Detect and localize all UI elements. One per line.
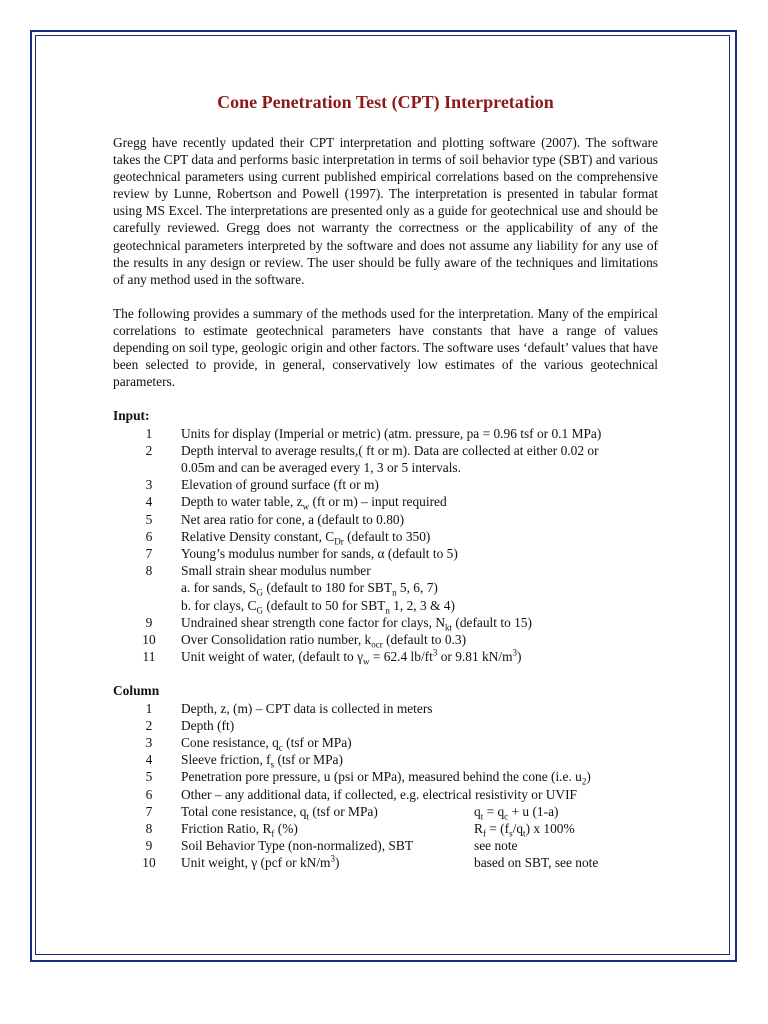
item-text: Depth interval to average results,( ft or m). Data are collected at either 0.02 or [181,442,599,458]
item-number: 2 [145,717,153,733]
column-item [113,700,658,717]
item-number: 7 [145,545,153,561]
input-item [113,579,658,599]
item-number: 3 [145,477,153,493]
item-number: 9 [145,614,153,630]
input-item [113,459,658,476]
input-item [113,614,658,631]
item-number: 4 [145,752,153,768]
column-formula: $R_f = (f_s/q_t)$ x 100% [474,820,575,839]
column-description: Depth (ft) [181,717,235,733]
column-item [113,854,658,871]
item-number: 10 [142,631,156,647]
column-description: Total cone resistance, $q_t$ (tsf or MPa) [181,803,378,822]
column-item [113,734,658,751]
column-heading: Column [113,683,160,699]
item-number: 9 [145,838,153,854]
item-text: Elevation of ground surface (ft or m) [181,477,379,493]
item-text: 0.05m and can be averaged every 1, 3 or 5 intervals. [181,459,461,475]
column-item [113,803,658,820]
column-item [113,786,658,803]
input-item [113,511,658,528]
column-description: Unit weight, γ (pcf or $kN/m^3$) [181,853,340,871]
item-text: Young’s modulus number for sands, α (default to 5) [181,545,458,561]
column-description: Depth, z, (m) – CPT data is collected in meters [181,700,433,716]
item-number: 1 [145,700,153,716]
item-number: 1 [145,425,153,441]
column-formula: see note [474,838,518,854]
item-text: Over Consolidation ratio number, $k_{ocr}$ (default to 0.3) [181,631,467,650]
column-description: Other – any additional data, if collected, e.g. electrical resistivity or UVIF [181,786,578,802]
item-number: 4 [145,494,153,510]
column-item [113,820,658,837]
document-title: Cone Penetration Test (CPT) Interpretation [217,92,554,112]
input-list [113,425,658,666]
column-formula: based on SBT, see note [474,855,599,871]
item-text: Depth to water table, $z_w$ (ft or m) – input required [181,494,447,512]
column-item [113,717,658,734]
input-item [113,442,658,459]
column-description: Cone resistance, $q_c$ (tsf or MPa) [181,734,352,753]
input-item [113,597,658,614]
item-number: 6 [145,786,153,802]
column-item [113,837,658,854]
intro-paragraph: Gregg have recently updated their CPT interpretation and plotting software (2007). The software takes the CPT data and performs basic interpretation in terms of soil behavior type (SBT) and various geotechnical parameters using current published empirical correlations based on the comprehensive review by Lunne, Robertson and Powell (1997). The interpretation is presented in tabular format using MS Excel. The interpretations are presented only as a guide for geotechnical use and should be carefully reviewed. Gregg does not warranty the correctness or the applicability of any of the geotechnical parameters interpreted by the software and does not assume any liability for any use of the results in any design or review. The user should be fully aware of the techniques and limitations of any method used in the software. [113,135,658,287]
item-number [113,459,181,476]
item-text: Units for display (Imperial or metric) (atm. pressure, pa = 0.96 tsf or 0.1 MPa) [181,425,602,441]
input-item [113,476,658,493]
document-content [113,90,658,872]
input-item [113,648,658,665]
input-item [113,631,658,648]
input-item [113,545,658,562]
item-text: Small strain shear modulus number [181,563,371,579]
item-number: 6 [145,528,153,544]
input-item [113,562,658,579]
item-text: Relative Density constant, $C_{Dr}$ (default to 350) [181,528,431,547]
item-number: 5 [145,769,153,785]
column-description: Penetration pore pressure, u (psi or MPa), measured behind the cone (i.e. $u_2$) [181,769,591,788]
column-list [113,700,658,872]
column-item [113,751,658,768]
item-number: 11 [142,649,156,665]
summary-paragraph: The following provides a summary of the methods used for the interpretation. Many of the empirical correlations to estimate geotechnical parameters have constants that have a range of values depending on soil type, geologic origin and other factors. The software uses ‘default’ values that have been selected to provide, in general, conservatively low estimates of the various geotechnical parameters. [113,305,658,390]
column-description: Friction Ratio, $R_f$ (%) [181,820,298,839]
input-item [113,493,658,510]
column-description: Soil Behavior Type (non-normalized), SBT [181,838,413,854]
item-number: 7 [145,803,153,819]
item-number: 8 [145,563,153,579]
item-number: 8 [145,820,153,836]
item-text: b. for clays, $C_G$ (default to 50 for $SBT_n$ 1, 2, 3 & 4) [181,597,455,616]
item-text: Unit weight of water, (default to $\gamma_w = 62.4$ $lb/ft^3$ or 9.81 $kN/m^3$) [181,647,522,667]
input-item [113,425,658,442]
item-number: 10 [142,855,156,871]
item-text: Undrained shear strength cone factor for clays, $N_{kt}$ (default to 15) [181,614,532,633]
column-item [113,768,658,788]
item-text: a. for sands, $S_G$ (default to 180 for $SBT_n$ 5, 6, 7) [181,580,438,599]
item-number: 5 [145,511,153,527]
item-number [113,579,181,596]
item-number: 3 [145,734,153,750]
input-item [113,528,658,545]
input-heading: Input: [113,408,150,424]
column-formula: $q_t = q_c + u$ (1-a) [474,803,559,822]
item-text: Net area ratio for cone, a (default to 0.80) [181,511,405,527]
column-description: Sleeve friction, $f_s$ (tsf or MPa) [181,752,343,770]
item-number: 2 [145,442,153,458]
item-number [113,597,181,614]
